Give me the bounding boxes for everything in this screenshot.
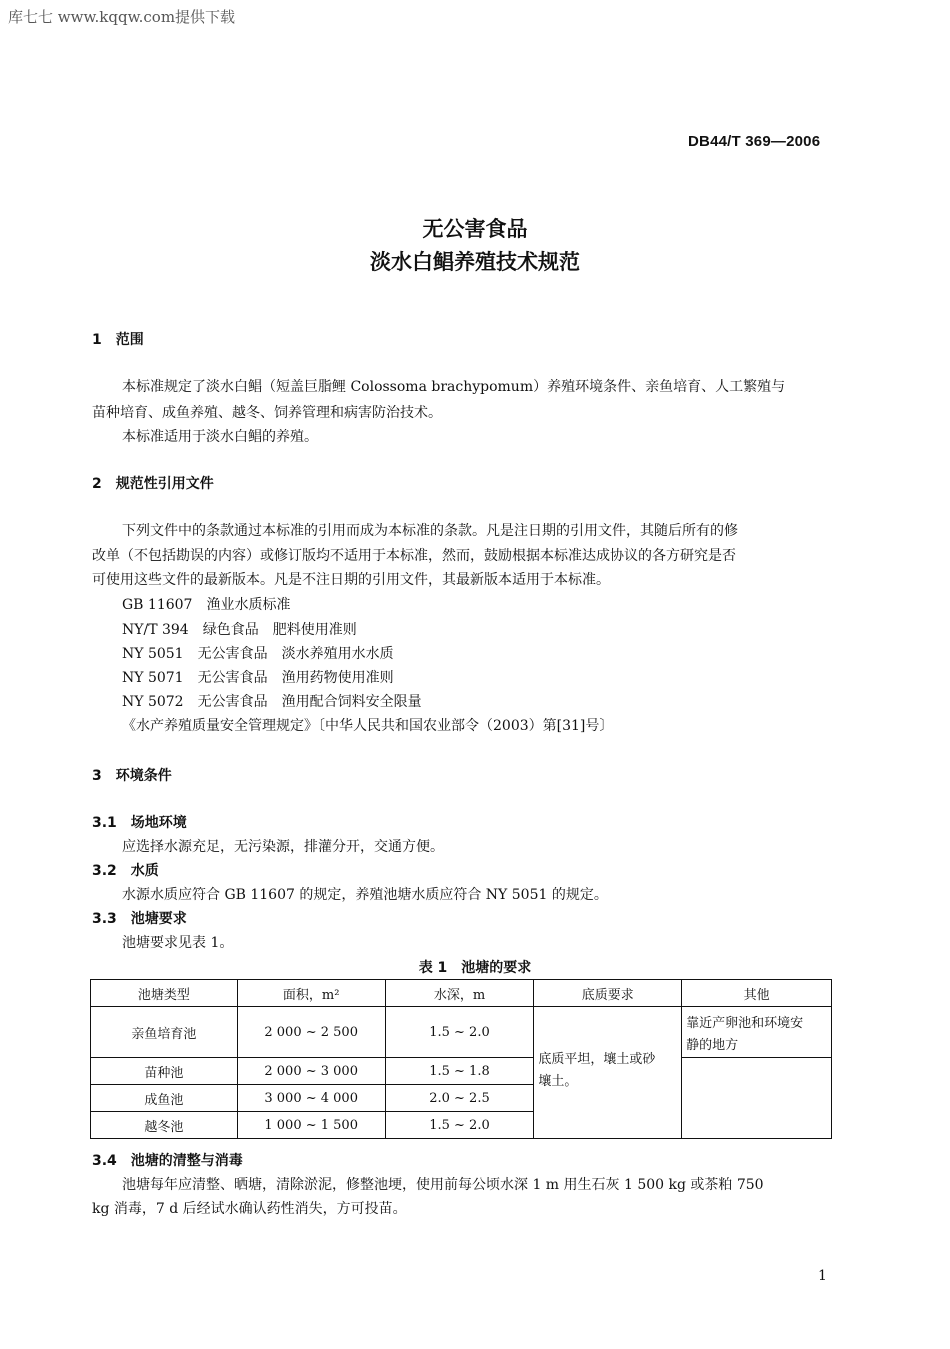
cell-depth: 1.5 ~ 2.0 — [385, 1112, 534, 1139]
section-3-heading: 3 环境条件 — [92, 768, 172, 784]
reference-item: NY 5072 无公害食品 渔用配合饲料安全限量 — [122, 694, 422, 710]
table-1-caption: 表 1 池塘的要求 — [418, 960, 532, 976]
cell-area: 2 000 ~ 3 000 — [237, 1058, 385, 1085]
cell-pond-type: 成鱼池 — [91, 1085, 238, 1112]
column-header: 底质要求 — [534, 980, 682, 1007]
section-1-para1-line1: 本标准规定了淡水白鲳（短盖巨脂鲤 Colossoma brachypomum）养殖环境条件、亲鱼培育、人工繁殖与 — [122, 379, 786, 395]
section-3-2-text: 水源水质应符合 GB 11607 的规定，养殖池塘水质应符合 NY 5051 的规定。 — [122, 887, 608, 903]
other-line: 静的地方 — [686, 1038, 739, 1053]
cell-depth: 1.5 ~ 1.8 — [385, 1058, 534, 1085]
column-header: 池塘类型 — [91, 980, 238, 1007]
section-1-para2: 本标准适用于淡水白鲳的养殖。 — [122, 429, 318, 445]
watermark: 库七七 www.kqqw.com提供下载 — [8, 8, 236, 26]
pond-requirements-table — [90, 979, 832, 1139]
reference-item: NY 5071 无公害食品 渔用药物使用准则 — [122, 670, 394, 686]
cell-pond-type: 苗种池 — [91, 1058, 238, 1085]
substrate-line: 壤土。 — [538, 1074, 578, 1089]
section-2-para-line3: 可使用这些文件的最新版本。凡是不注日期的引用文件，其最新版本适用于本标准。 — [92, 572, 610, 588]
page-number: 1 — [818, 1268, 827, 1284]
section-3-3-text: 池塘要求见表 1。 — [122, 935, 234, 951]
section-3-1-heading: 3.1 场地环境 — [92, 815, 187, 831]
cell-depth: 2.0 ~ 2.5 — [385, 1085, 534, 1112]
reference-item: NY/T 394 绿色食品 肥料使用准则 — [122, 622, 357, 638]
cell-depth: 1.5 ~ 2.0 — [385, 1007, 534, 1058]
reference-item: GB 11607 渔业水质标准 — [122, 597, 291, 613]
reference-item: 《水产养殖质量安全管理规定》〔中华人民共和国农业部令（2003）第[31]号〕 — [122, 718, 614, 734]
cell-area: 2 000 ~ 2 500 — [237, 1007, 385, 1058]
table-row — [91, 1058, 832, 1085]
cell-pond-type: 越冬池 — [91, 1112, 238, 1139]
section-3-1-text: 应选择水源充足，无污染源，排灌分开，交通方便。 — [122, 839, 444, 855]
section-3-3-heading: 3.3 池塘要求 — [92, 911, 187, 927]
substrate-line: 底质平坦，壤土或砂 — [538, 1052, 656, 1067]
table-header-row — [91, 980, 832, 1007]
document-title-line2: 淡水白鲳养殖技术规范 — [370, 250, 580, 274]
cell-pond-type: 亲鱼培育池 — [91, 1007, 238, 1058]
document-title-line1: 无公害食品 — [422, 217, 528, 241]
standard-number: DB44/T 369—2006 — [688, 133, 821, 150]
section-2-para-line1: 下列文件中的条款通过本标准的引用而成为本标准的条款。凡是注日期的引用文件，其随后所有的修 — [122, 523, 738, 539]
cell-other-empty — [682, 1058, 832, 1139]
other-line: 靠近产卵池和环境安 — [686, 1016, 804, 1031]
cell-substrate — [534, 1007, 682, 1139]
cell-area: 1 000 ~ 1 500 — [237, 1112, 385, 1139]
column-header: 面积，m² — [237, 980, 385, 1007]
section-3-4-line1: 池塘每年应清整、晒塘，清除淤泥，修整池埂，使用前每公顷水深 1 m 用生石灰 1 500 kg 或茶粕 750 — [122, 1177, 764, 1193]
column-header: 其他 — [682, 980, 832, 1007]
section-3-4-line2: kg 消毒，7 d 后经试水确认药性消失，方可投苗。 — [92, 1201, 407, 1217]
section-1-para1-line2: 苗种培育、成鱼养殖、越冬、饲养管理和病害防治技术。 — [92, 405, 442, 421]
section-2-para-line2: 改单（不包括勘误的内容）或修订版均不适用于本标准，然而，鼓励根据本标准达成协议的各方研究是否 — [92, 548, 736, 564]
section-2-heading: 2 规范性引用文件 — [92, 476, 214, 492]
section-3-2-heading: 3.2 水质 — [92, 863, 159, 879]
column-header: 水深，m — [385, 980, 534, 1007]
cell-other — [682, 1007, 832, 1058]
section-3-4-heading: 3.4 池塘的清整与消毒 — [92, 1153, 243, 1169]
reference-item: NY 5051 无公害食品 淡水养殖用水水质 — [122, 646, 394, 662]
section-1-heading: 1 范围 — [92, 332, 144, 348]
table-row — [91, 1007, 832, 1058]
cell-area: 3 000 ~ 4 000 — [237, 1085, 385, 1112]
